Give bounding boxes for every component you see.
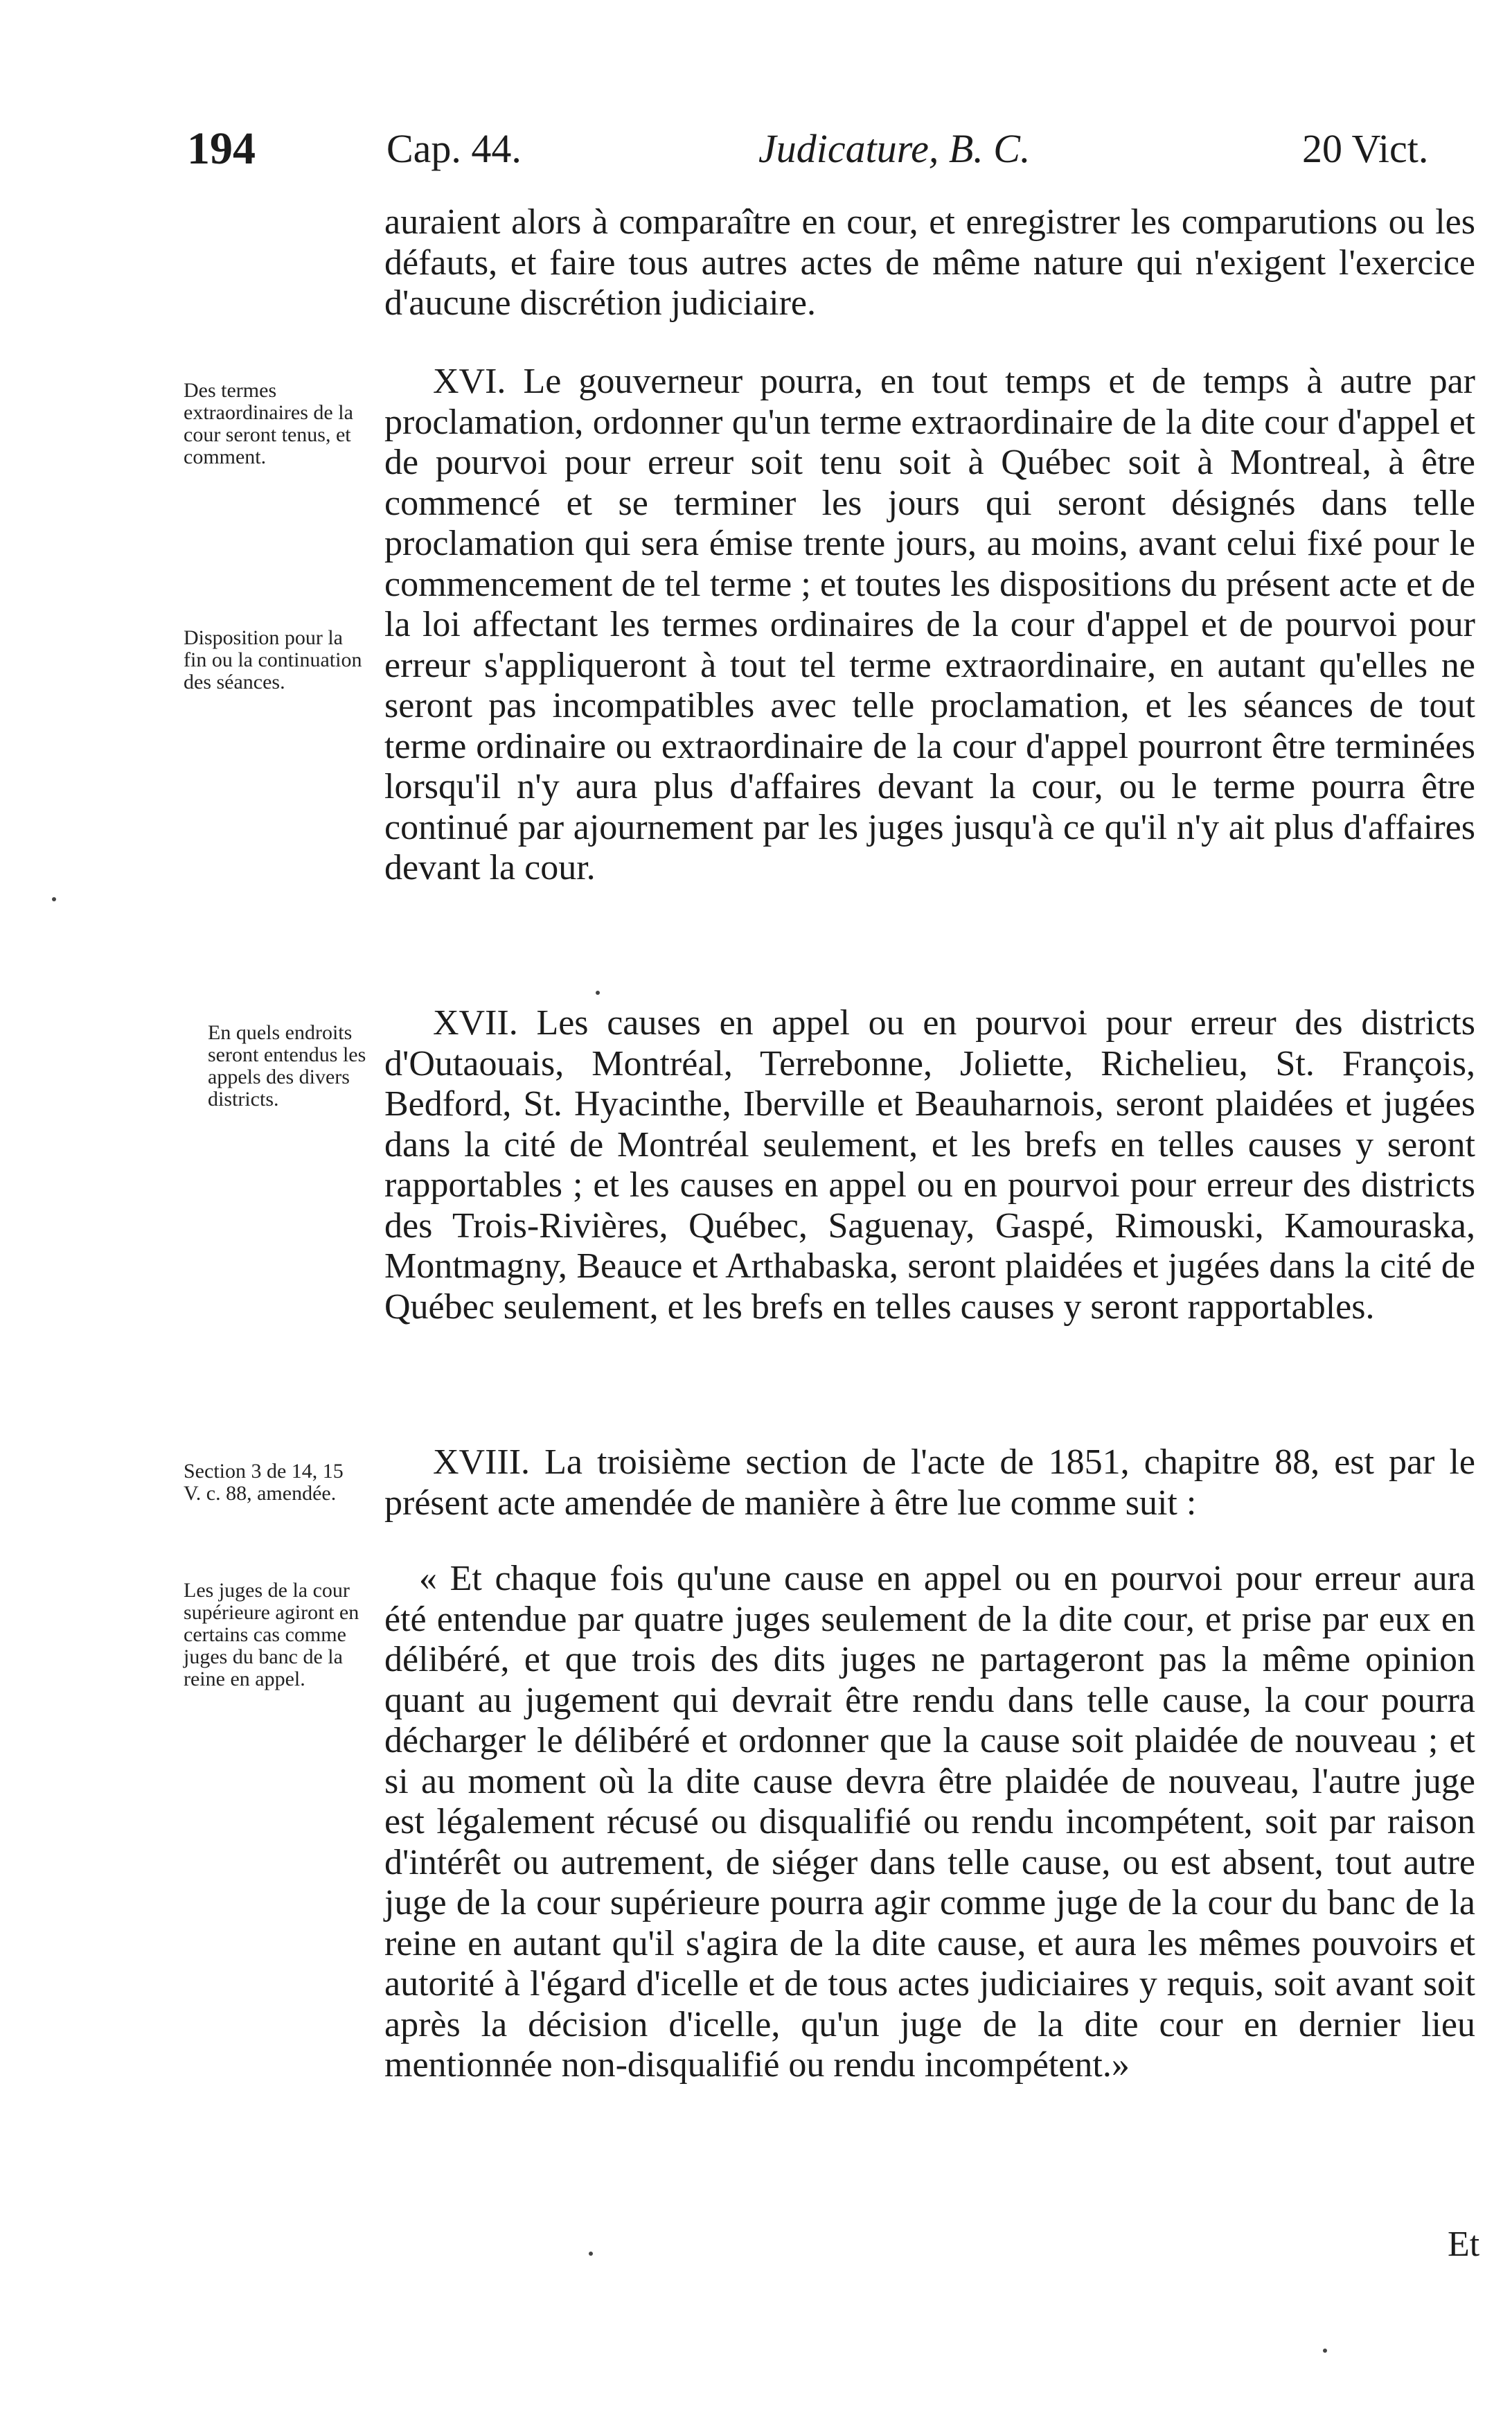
section-number: XVII. [433, 1003, 518, 1043]
catchword: Et [1448, 2225, 1480, 2264]
margin-note: Des termes extraordinaires de la cour seront tenus, et comment. [184, 379, 353, 468]
paragraph-continuation [384, 202, 1475, 324]
margin-note: Les juges de la cour supérieure agiront en certains cas comme juges du banc de la reine en appel. [184, 1579, 359, 1690]
scan-speck [1323, 2349, 1327, 2353]
scan-speck [596, 991, 600, 995]
scan-speck [589, 2252, 593, 2256]
section-number: XVI. [433, 362, 506, 401]
margin-note: En quels endroits seront entendus les appels des divers districts. [208, 1021, 366, 1111]
section-xviii-paragraph [384, 1442, 1475, 1523]
section-xvii [384, 1003, 1475, 1327]
chapter-label: Cap. 44. [386, 126, 522, 171]
scan-speck [52, 897, 56, 901]
section-xviii [384, 1442, 1475, 1523]
margin-note: Disposition pour la fin ou la continuation des séances. [184, 626, 362, 693]
quoted-amendment [384, 1559, 1475, 2086]
section-text: Le gouverneur pourra, en tout temps et de temps à autre par proclamation, ordonner qu'un terme extraordinaire de la dite cour d'appel et de pourvoi pour erreur soit tenu soit à Québec soit à Montreal, à être commencé et se terminer les jours qui seront désignés dans telle proclamation qui sera émise trente jours, au moins, avant celui fixé pour le commencement de tel terme ; et toutes les dispositions du présent acte et de la loi affectant les termes ordinaires de la cour d'appel et de pourvoi pour erreur s'appliqueront à tout tel terme extraordinaire, en autant qu'elles ne seront pas incompatibles avec telle proclamation, et les séances de tout terme ordinaire ou extraordinaire de la cour d'appel pourront être terminées lorsqu'il n'y aura plus d'affaires devant la cour, ou le terme pourra être continué par ajournement par les juges jusqu'à ce qu'il n'y ait plus d'affaires devant la cour. [384, 362, 1475, 887]
section-xvii-paragraph [384, 1003, 1475, 1327]
margin-note: Section 3 de 14, 15 V. c. 88, amendée. [184, 1460, 344, 1505]
regnal-year: 20 Vict. [1302, 126, 1429, 171]
section-xvi [384, 362, 1475, 889]
page-number: 194 [187, 123, 256, 174]
section-text: Les causes en appel ou en pourvoi pour erreur des districts d'Outaouais, Montréal, Terrebonne, Joliette, Richelieu, St. François, Bedford, St. Hyacinthe, Iberville et Beauharnois, seront plaidées et jugées dans la cité de Montréal seulement, et les brefs en telles causes y seront rapportables ; et les causes en appel ou en pourvoi pour erreur des districts des Trois-Rivières, Québec, Saguenay, Gaspé, Rimouski, Kamouraska, Montmagny, Beauce et Arthabaska, seront plaidées et jugées dans la cité de Québec seulement, et les brefs en telles causes y seront rapportables. [384, 1003, 1475, 1327]
paragraph-text: auraient alors à comparaître en cour, et enregistrer les comparutions ou les défauts, et faire tous autres actes de même nature qui n'exigent l'exercice d'aucune discrétion judiciaire. [384, 202, 1475, 323]
quote-body: « Et chaque fois qu'une cause en appel ou en pourvoi pour erreur aura été entendue par quatre juges seulement de la dite cour, et prise par eux en délibéré, et que trois des dits juges ne partageront pas la même opinion quant au jugement qui devrait être rendu dans telle cause, la cour pourra décharger le délibéré et ordonner que la cause soit plaidée de nouveau ; et si au moment où la dite cause devra être plaidée de nouveau, l'autre juge est légalement récusé ou disqualifié ou rendu incompétent, soit par raison d'intérêt ou autrement, de siéger dans telle cause, ou est absent, tout autre juge de la cour supérieure pourra agir comme juge de la cour du banc de la reine en autant qu'il s'agira de la dite cause, et aura les mêmes pouvoirs et autorité à l'égard d'icelle et de tous actes judiciaires y requis, soit avant soit après la décision d'icelle, qu'un juge de la dite cour en dernier lieu mentionnée non-disqualifié ou rendu incompétent.» [384, 1559, 1475, 2085]
section-text: La troisième section de l'acte de 1851, chapitre 88, est par le présent acte amendée de manière à être lue comme suit : [384, 1442, 1475, 1523]
running-title: Judicature, B. C. [758, 126, 1031, 171]
section-xvi-paragraph [384, 362, 1475, 889]
running-header [0, 121, 1512, 184]
quote-text [384, 1559, 1475, 2086]
section-number: XVIII. [433, 1442, 531, 1482]
